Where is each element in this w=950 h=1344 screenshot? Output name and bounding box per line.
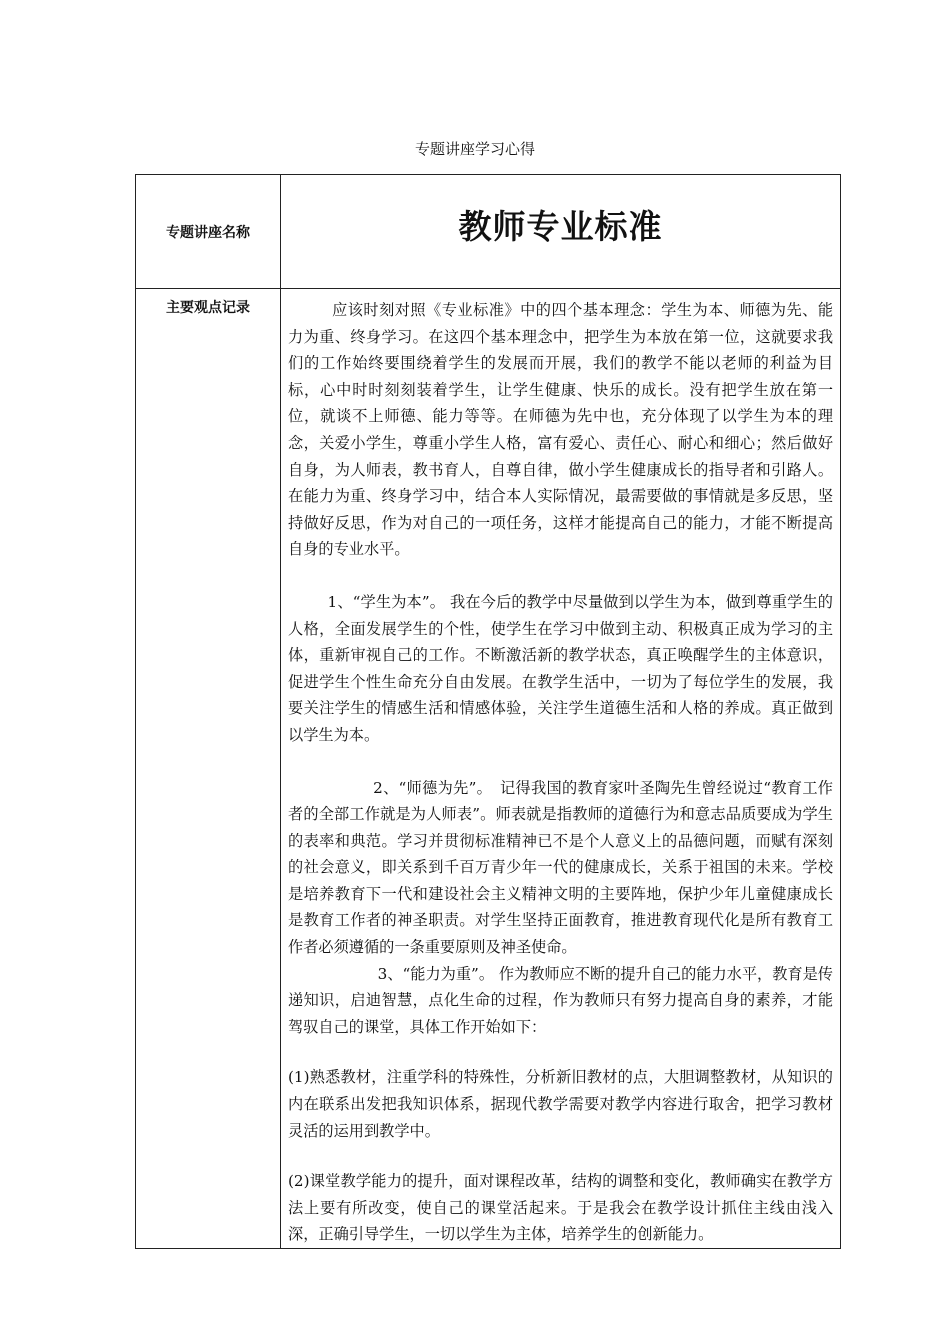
notes-paragraph-students-first: 1、“学生为本”。 我在今后的教学中尽量做到以学生为本，做到尊重学生的人格，全面发展学生的个性，使学生在学习中做到主动、积极真正成为学习的主体，重新审视自己的工作。不断激活新的教学状态，真正唤醒学生的主体意识，促进学生个性生命充分自由发展。在教学生活中，一切为了每位学生的发展，我要关注学生的情感生活和情感体验，关注学生道德生活和人格的养成。真正做到以学生为本。 xyxy=(288,592,833,744)
notes-paragraph-item-2: (2)课堂教学能力的提升，面对课程改革，结构的调整和变化，教师确实在教学方法上要有所改变，使自己的课堂活起来。于是我会在教学设计抓住主线由浅入深，正确引导学生，一切以学生为主体，培养学生的创新能力。 xyxy=(288,1172,833,1244)
lecture-name-row xyxy=(136,175,841,289)
lecture-record-table xyxy=(135,174,841,1249)
notes-paragraph-ability-first: 3、“能力为重”。 作为教师应不断的提升自己的能力水平，教育是传递知识，启迪智慧，点化生命的过程，作为教师只有努力提高自身的素养，才能驾驭自己的课堂，具体工作开始如下： xyxy=(288,964,833,1036)
notes-paragraph-item-1: (1)熟悉教材，注重学科的特殊性，分析新旧教材的点，大胆调整教材，从知识的内在联系出发把我知识体系，据现代教学需要对教学内容进行取舍，把学习教材灵活的运用到教学中。 xyxy=(288,1068,833,1140)
notes-paragraph-ethics-first: 2、“师德为先”。 记得我国的教育家叶圣陶先生曾经说过“教育工作者的全部工作就是为人师表”。师表就是指教师的道德行为和意志品质要成为学生的表率和典范。学习并贯彻标准精神已不是个人意义上的品德问题，而赋有深刻的社会意义，即关系到千百万青少年一代的健康成长，关系于祖国的未来。学校是培养教育下一代和建设社会主义精神文明的主要阵地，保护少年儿童健康成长是教育工作者的神圣职责。对学生坚持正面教育，推进教育现代化是所有教育工作者必须遵循的一条重要原则及神圣使命。 xyxy=(288,778,833,957)
notes-paragraph-intro: 应该时刻对照《专业标准》中的四个基本理念：学生为本、师德为先、能力为重、终身学习。在这四个基本理念中，把学生为本放在第一位，这就要求我们的工作始终要围绕着学生的发展而开展，我们的教学不能以老师的利益为目标，心中时时刻刻装着学生，让学生健康、快乐的成长。没有把学生放在第一位，就谈不上师德、能力等等。在师德为先中也，充分体现了以学生为本的理念，关爱小学生，尊重小学生人格，富有爱心、责任心、耐心和细心；然后做好自身，为人师表，教书育人，自尊自律，做小学生健康成长的指导者和引路人。在能力为重、终身学习中，结合本人实际情况，最需要做的事情就是多反思，坚持做好反思，作为对自己的一项任务，这样才能提高自己的能力，才能不断提高自身的专业水平。 xyxy=(288,301,833,559)
lecture-name-label: 专题讲座名称 xyxy=(136,175,281,289)
notes-row xyxy=(136,289,841,1249)
notes-content xyxy=(281,289,841,1249)
document-title: 专题讲座学习心得 xyxy=(414,140,535,158)
notes-label: 主要观点记录 xyxy=(136,289,281,1249)
lecture-title: 教师专业标准 xyxy=(281,175,841,289)
